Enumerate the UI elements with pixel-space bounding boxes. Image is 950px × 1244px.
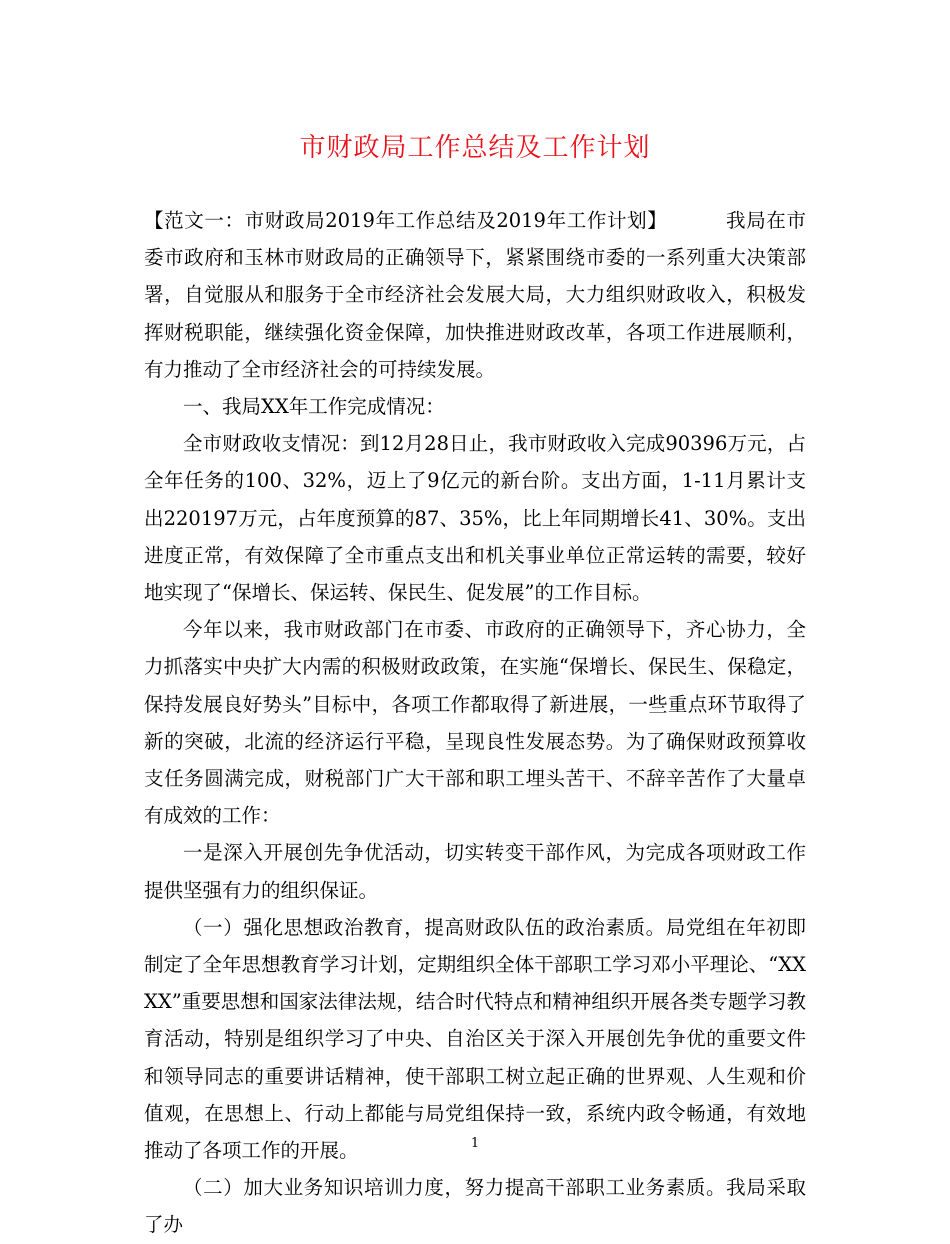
intro-text: 我局在市委市政府和玉林市财政局的正确领导下，紧紧围绕市委的一系列重大决策部署，自觉服从和服务于全市经济社会发展大局，大力组织财政收入，积极发挥财税职能，继续强化资金保障，加快推进财政改革，各项工作进展顺利，有力推动了全市经济社会的可持续发展。 xyxy=(144,209,806,381)
intro-heading: 【范文一：市财政局2019年工作总结及2019年工作计划】 xyxy=(144,209,668,232)
revenue-paragraph: 全市财政收支情况：到12月28日止，我市财政收入完成90396万元，占全年任务的100、32%，迈上了9亿元的新台阶。支出方面，1-11月累计支出220197万元，占年度预算的87、35%，比上年同期增长41、30%。支出进度正常，有效保障了全市重点支出和机关事业单位正常运转的需要，较好地实现了“保增长、保运转、保民生、促发展”的工作目标。 xyxy=(144,432,806,605)
page-number: 1 xyxy=(470,1136,480,1151)
section-heading-paragraph: 一、我局XX年工作完成情况： xyxy=(183,395,445,419)
intro-paragraph xyxy=(144,202,806,388)
subpoint-one-paragraph: （一）强化思想政治教育，提高财政队伍的政治素质。局党组在年初即制定了全年思想教育学习计划，定期组织全体干部职工学习邓小平理论、“XXXX”重要思想和国家法律法规，结合时代特点和精神组织开展各类专题学习教育活动，特别是组织学习了中央、自治区关于深入开展创先争优的重要文件和领导同志的重要讲话精神，使干部职工树立起正确的世界观、人生观和价值观，在思想上、行动上都能与局党组保持一致，系统内政令畅通，有效地推动了各项工作的开展。 xyxy=(144,915,806,1163)
document-title: 市财政局工作总结及工作计划 xyxy=(299,133,651,163)
point-one-paragraph: 一是深入开展创先争优活动，切实转变干部作风，为完成各项财政工作提供坚强有力的组织保证。 xyxy=(144,841,806,902)
document-body xyxy=(144,202,806,1244)
subpoint-two-paragraph: （二）加大业务知识培训力度，努力提高干部职工业务素质。我局采取了办 xyxy=(144,1176,806,1237)
progress-paragraph: 今年以来，我市财政部门在市委、市政府的正确领导下，齐心协力，全力抓落实中央扩大内需的积极财政政策，在实施“保增长、保民生、保稳定，保持发展良好势头”目标中，各项工作都取得了新进展，一些重点环节取得了新的突破，北流的经济运行平稳，呈现良性发展态势。为了确保财政预算收支任务圆满完成，财税部门广大干部和职工埋头苦干、不辞辛苦作了大量卓有成效的工作： xyxy=(144,618,806,828)
